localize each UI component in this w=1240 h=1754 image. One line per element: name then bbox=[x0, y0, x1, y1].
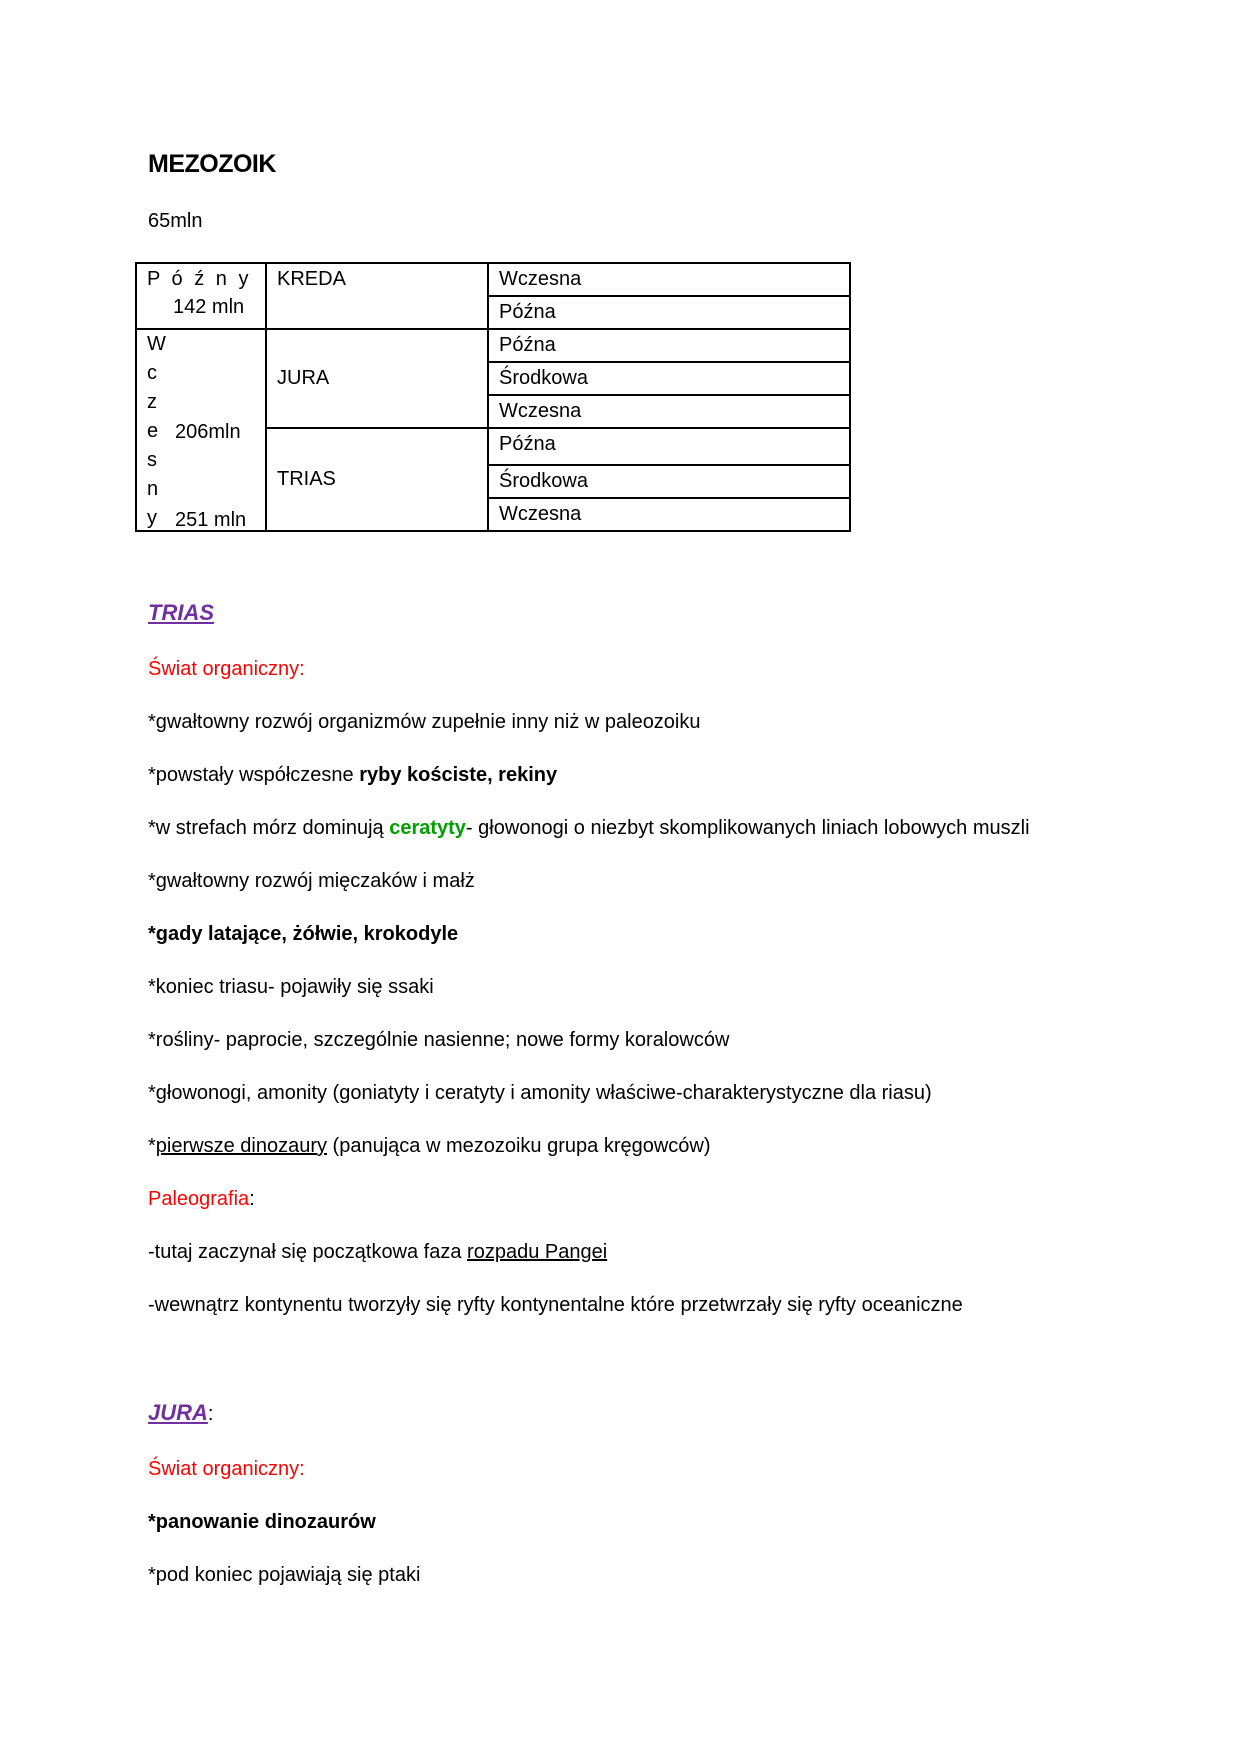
text-span: -tutaj zaczynał się początkowa faza bbox=[148, 1241, 468, 1263]
era-letter: y bbox=[147, 507, 157, 529]
era-letter: e bbox=[147, 420, 159, 442]
text-span: : bbox=[249, 1188, 255, 1210]
highlight-span: ceratyty bbox=[389, 817, 466, 839]
trias-item-5: *gady latające, żółwie, krokodyle bbox=[148, 923, 459, 945]
trias-paleo-2: -wewnątrz kontynentu tworzyły się ryfty kontynentalne które przetwrzały się ryfty oceaniczne bbox=[148, 1294, 963, 1316]
period-jura: JURA bbox=[266, 329, 488, 428]
page-subtitle: 65mln bbox=[148, 210, 203, 232]
era-early-age-mid: 206mln bbox=[175, 421, 241, 443]
kreda-epoch-1: Wczesna bbox=[488, 263, 850, 296]
page-title: MEZOZOIK bbox=[148, 150, 276, 178]
geologic-table bbox=[135, 262, 851, 532]
jura-epoch-3: Wczesna bbox=[488, 395, 850, 428]
jura-item-1: *panowanie dinozaurów bbox=[148, 1511, 376, 1533]
kreda-epoch-2: Późna bbox=[488, 296, 850, 329]
text-span: - głowonogi o niezbyt skomplikowanych liniach lobowych muszli bbox=[465, 817, 1030, 839]
trias-organic-label: Świat organiczny: bbox=[148, 658, 305, 680]
era-late-label: P ó ź n y bbox=[147, 268, 252, 290]
era-letter: s bbox=[147, 449, 157, 471]
text-span: (panująca w mezozoiku grupa kręgowców) bbox=[327, 1135, 711, 1157]
underlined-span: rozpadu Pangei bbox=[467, 1241, 608, 1263]
jura-epoch-1: Późna bbox=[488, 329, 850, 362]
period-trias: TRIAS bbox=[266, 428, 488, 531]
trias-epoch-1: Późna bbox=[488, 428, 850, 465]
trias-item-2 bbox=[148, 764, 557, 787]
era-early-age-bottom: 251 mln bbox=[175, 509, 247, 531]
text-span: * bbox=[148, 1135, 156, 1157]
trias-item-9 bbox=[148, 1135, 711, 1158]
trias-paleo-label bbox=[148, 1188, 255, 1211]
red-label: Paleografia bbox=[148, 1188, 250, 1210]
trias-heading: TRIAS bbox=[148, 600, 214, 625]
era-early-letters bbox=[147, 330, 166, 533]
jura-heading-line bbox=[148, 1400, 213, 1426]
trias-epoch-3: Wczesna bbox=[488, 498, 850, 531]
text-span: *w strefach mórz dominują bbox=[148, 817, 390, 839]
era-letter: n bbox=[147, 478, 159, 500]
trias-item-8: *głowonogi, amonity (goniatyty i ceratyty i amonity właściwe-charakterystyczne dla riasu) bbox=[148, 1082, 932, 1104]
trias-epoch-2: Środkowa bbox=[488, 465, 850, 498]
era-late-cell bbox=[136, 263, 266, 329]
text-span: *powstały współczesne bbox=[148, 764, 360, 786]
jura-epoch-2: Środkowa bbox=[488, 362, 850, 395]
jura-item-2: *pod koniec pojawiają się ptaki bbox=[148, 1564, 421, 1586]
bold-span: ryby kościste, rekiny bbox=[359, 764, 558, 786]
era-early-cell bbox=[136, 329, 266, 531]
trias-item-7: *rośliny- paprocie, szczególnie nasienne; nowe formy koralowców bbox=[148, 1029, 730, 1051]
trias-item-3 bbox=[148, 817, 1030, 840]
underlined-span: pierwsze dinozaury bbox=[155, 1135, 327, 1157]
trias-item-1: *gwałtowny rozwój organizmów zupełnie inny niż w paleozoiku bbox=[148, 711, 701, 733]
era-late-age: 142 mln bbox=[173, 296, 245, 318]
period-kreda: KREDA bbox=[266, 263, 488, 329]
jura-heading: JURA bbox=[148, 1400, 208, 1425]
trias-paleo-1 bbox=[148, 1241, 607, 1264]
era-letter: z bbox=[147, 391, 157, 413]
era-letter: c bbox=[147, 362, 157, 384]
text-span: : bbox=[207, 1403, 214, 1425]
era-letter: W bbox=[147, 333, 166, 355]
trias-item-4: *gwałtowny rozwój mięczaków i małż bbox=[148, 870, 475, 892]
jura-organic-label: Świat organiczny: bbox=[148, 1458, 305, 1480]
trias-item-6: *koniec triasu- pojawiły się ssaki bbox=[148, 976, 434, 998]
